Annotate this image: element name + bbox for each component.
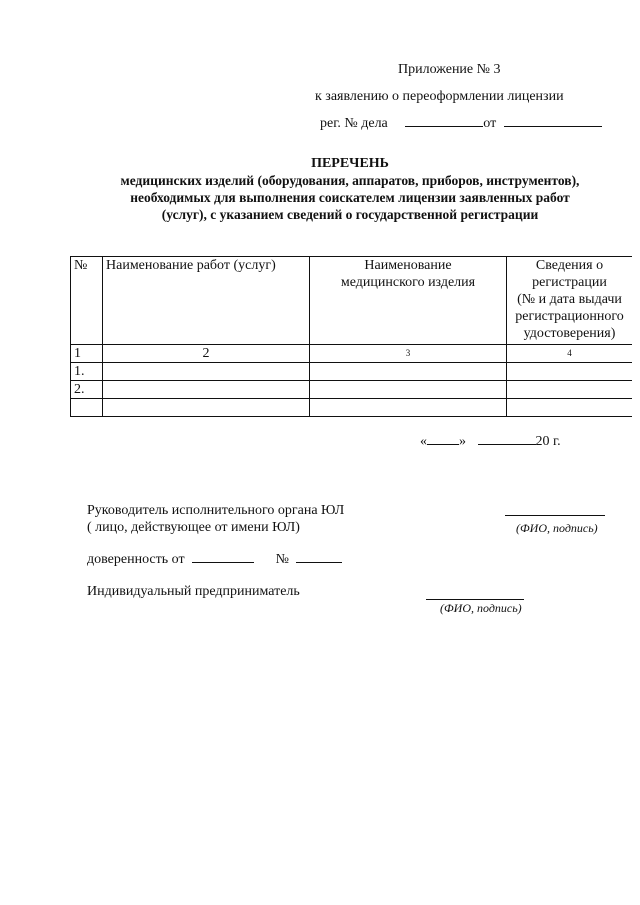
signature-line-1[interactable] (505, 515, 605, 516)
reg-prefix: рег. № дела (320, 116, 388, 131)
numbering-cell-4: 4 (507, 345, 633, 363)
row-registration-cell[interactable] (507, 363, 633, 381)
fio-signature-caption-2: (ФИО, подпись) (440, 601, 522, 615)
numbering-cell-3: 3 (310, 345, 507, 363)
header-device-line-2: медицинского изделия (340, 275, 476, 290)
year-label: 20 г. (535, 434, 561, 449)
month-blank[interactable] (478, 432, 536, 445)
table-header-row (71, 257, 633, 345)
signature-line-2[interactable] (426, 599, 524, 600)
fio-signature-caption-1: (ФИО, подпись) (516, 521, 598, 535)
header-device-line-1: Наименование (364, 258, 452, 273)
row-registration-cell[interactable] (507, 381, 633, 399)
header-cell-number: № (71, 257, 103, 345)
attorney-date-blank[interactable] (192, 550, 254, 563)
row-device-cell[interactable] (310, 399, 507, 417)
power-of-attorney-line (87, 550, 342, 568)
header-reg-line-3: (№ и дата выдачи (517, 292, 622, 307)
date-line (420, 432, 561, 450)
numbering-row (71, 345, 633, 363)
header-cell-registration (507, 257, 633, 345)
table-row (71, 399, 633, 417)
row-registration-cell[interactable] (507, 399, 633, 417)
power-of-attorney-label: доверенность от (87, 552, 185, 567)
title-line-3: (услуг), с указанием сведений о государственной регистрации (161, 207, 539, 222)
date-close-quote: » (459, 434, 466, 449)
appendix-subtitle: к заявлению о переоформлении лицензии (315, 89, 564, 104)
case-date-blank[interactable] (504, 114, 602, 127)
case-number-blank[interactable] (405, 114, 483, 127)
row-device-cell[interactable] (310, 363, 507, 381)
title-main: ПЕРЕЧЕНЬ (311, 156, 389, 171)
appendix-number: Приложение № 3 (398, 62, 501, 77)
header-reg-line-2: регистрации (532, 275, 607, 290)
date-open-quote: « (420, 434, 427, 449)
header-cell-device (310, 257, 507, 345)
row-works-cell[interactable] (103, 381, 310, 399)
row-works-cell[interactable] (103, 399, 310, 417)
attorney-number-blank[interactable] (296, 550, 342, 563)
acting-person-label: ( лицо, действующее от имени ЮЛ) (87, 520, 300, 535)
header-reg-line-1: Сведения о (535, 258, 604, 273)
title-line-2: необходимых для выполнения соискателем лицензии заявленных работ (130, 190, 570, 205)
row-number: 1. (71, 363, 103, 381)
header-reg-line-4: регистрационного (515, 309, 624, 324)
head-of-org-label: Руководитель исполнительного органа ЮЛ (87, 503, 345, 518)
entrepreneur-label: Индивидуальный предприниматель (87, 584, 300, 599)
numbering-cell-1: 1 (71, 345, 103, 363)
table-row (71, 381, 633, 399)
table-row (71, 363, 633, 381)
day-blank[interactable] (427, 432, 459, 445)
document-title (60, 155, 640, 223)
header-cell-works: Наименование работ (услуг) (103, 257, 310, 345)
title-line-1: медицинских изделий (оборудования, аппаратов, приборов, инструментов), (120, 173, 580, 188)
devices-table (70, 256, 632, 417)
numbering-cell-2: 2 (103, 345, 310, 363)
attorney-number-sign: № (275, 552, 289, 567)
row-number (71, 399, 103, 417)
header-reg-line-5: удостоверения) (523, 326, 616, 341)
row-works-cell[interactable] (103, 363, 310, 381)
from-label: от (483, 116, 497, 131)
case-registration-line (320, 114, 602, 132)
row-device-cell[interactable] (310, 381, 507, 399)
row-number: 2. (71, 381, 103, 399)
